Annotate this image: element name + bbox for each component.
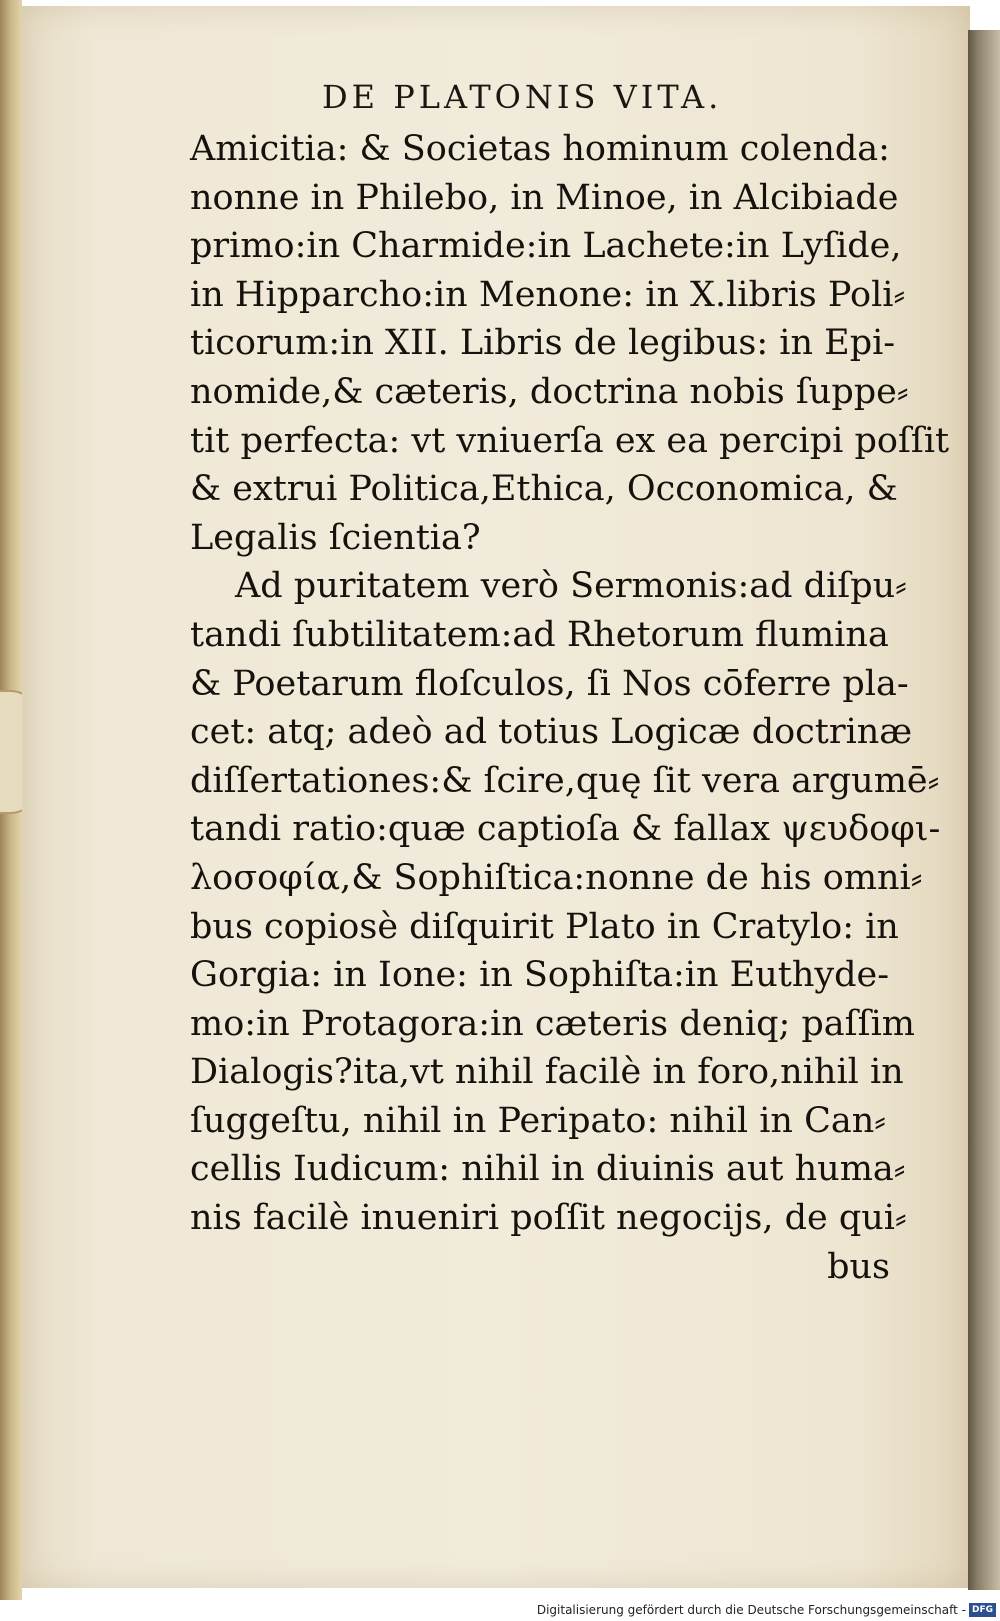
text-line: λοσοφία,& Sophiſtica:nonne de his omni⸗ <box>190 857 923 898</box>
body-text <box>190 125 950 1291</box>
text-line: primo:in Charmide:in Lachete:in Lyſide, <box>190 226 902 267</box>
text-line: nonne in Philebo, in Minoe, in Alcibiade <box>190 177 899 218</box>
text-line: bus copiosè diſquirit Plato in Cratylo: in <box>190 906 899 947</box>
catchword: bus <box>827 1246 890 1287</box>
page-gutter-shadow <box>968 30 1000 1590</box>
text-line: cellis Iudicum: nihil in diuinis aut huma⸗ <box>190 1149 906 1190</box>
text-line: Gorgia: in Ione: in Sophiſta:in Euthyde- <box>190 955 890 996</box>
text-line: ticorum:in XII. Libris de legibus: in Epi- <box>190 323 896 364</box>
running-head: DE PLATONIS VITA. <box>322 78 723 116</box>
text-line: tit perfecta: vt vniuerſa ex ea percipi poſſit <box>190 420 950 461</box>
text-line: nis facilè inueniri poſſit negocijs, de qui⸗ <box>190 1198 907 1239</box>
text-line: ſuggeſtu, nihil in Peripato: nihil in Can⸗ <box>190 1100 886 1141</box>
text-line: tandi ſubtilitatem:ad Rhetorum flumina <box>190 614 889 655</box>
text-line: nomide,& cæteris, doctrina nobis ſuppe⸗ <box>190 371 909 412</box>
text-line: Legalis ſcientia? <box>190 517 481 558</box>
text-line: Dialogis?ita,vt nihil facilè in foro,nihil in <box>190 1052 904 1093</box>
text-line: in Hipparcho:in Menone: in X.libris Poli⸗ <box>190 274 906 315</box>
text-line: & extrui Politica,Ethica, Occonomica, & <box>190 469 898 510</box>
text-line: tandi ratio:quæ captioſa & fallax ψευδοφι- <box>190 809 941 850</box>
text-line: diſſertationes:& ſcire,quę ſit vera argumē⸗ <box>190 760 940 801</box>
text-line: & Poetarum floſculos, ſi Nos cōferre pla- <box>190 663 909 704</box>
text-line: cet: atq; adeò ad totius Logicæ doctrinæ <box>190 712 913 753</box>
text-line: mo:in Protagora:in cæteris deniq; paſſim <box>190 1003 915 1044</box>
digitization-credit: Digitalisierung gefördert durch die Deutsche Forschungsgemeinschaft - <box>536 1603 966 1617</box>
dfg-logo: DFG <box>969 1603 996 1617</box>
paragraph-start-line: Ad puritatem verò Sermonis:ad diſpu⸗ <box>235 566 907 607</box>
text-line: Amicitia: & Societas hominum colenda: <box>190 129 890 169</box>
